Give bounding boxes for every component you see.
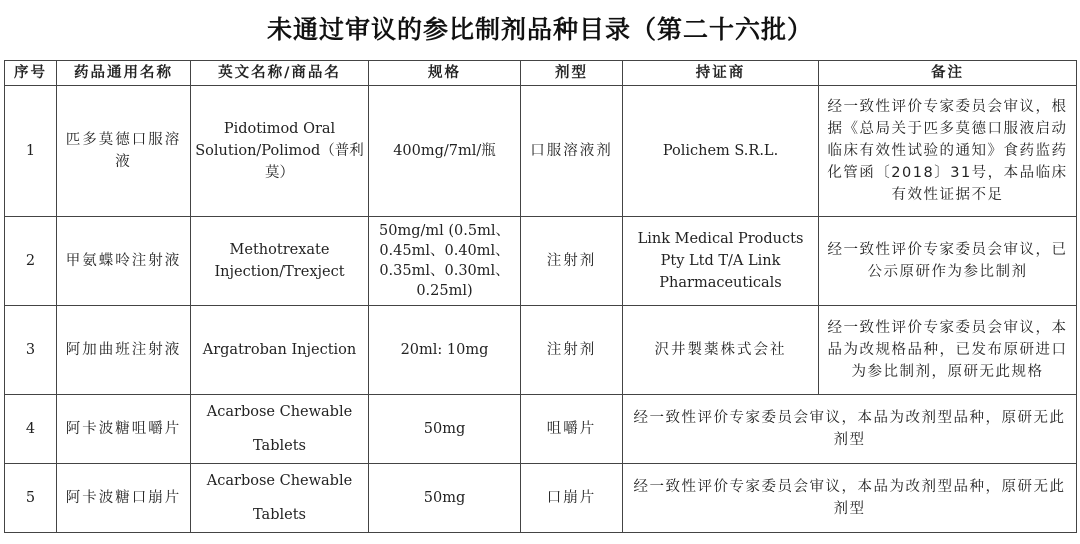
cell-no: 5 (5, 464, 57, 533)
cell-name-en: Pidotimod Oral Solution/Polimod（普利莫） (191, 86, 369, 217)
cell-form: 注射剂 (521, 217, 623, 306)
cell-name-cn: 甲氨蝶呤注射液 (57, 217, 191, 306)
cell-form: 注射剂 (521, 306, 623, 395)
cell-name-cn: 匹多莫德口服溶液 (57, 86, 191, 217)
cell-no: 3 (5, 306, 57, 395)
cell-holder: Link Medical Products Pty Ltd T/A Link Pharmaceuticals (623, 217, 819, 306)
header-name-cn: 药品通用名称 (57, 61, 191, 86)
cell-spec: 50mg/ml (0.5ml、0.45ml、0.40ml、0.35ml、0.30ml、0.25ml) (369, 217, 521, 306)
cell-holder: Polichem S.R.L. (623, 86, 819, 217)
table-row (5, 217, 1077, 306)
cell-name-en: Acarbose Chewable Tablets (191, 395, 369, 464)
cell-form: 口崩片 (521, 464, 623, 533)
header-no: 序号 (5, 61, 57, 86)
cell-holder: 沢井製薬株式会社 (623, 306, 819, 395)
cell-spec: 20ml: 10mg (369, 306, 521, 395)
cell-no: 4 (5, 395, 57, 464)
header-form: 剂型 (521, 61, 623, 86)
cell-spec: 400mg/7ml/瓶 (369, 86, 521, 217)
cell-name-cn: 阿卡波糖咀嚼片 (57, 395, 191, 464)
header-spec: 规格 (369, 61, 521, 86)
cell-no: 1 (5, 86, 57, 217)
table-row (5, 395, 1077, 464)
page-title: 未通过审议的参比制剂品种目录（第二十六批） (266, 15, 813, 44)
cell-name-cn: 阿加曲班注射液 (57, 306, 191, 395)
cell-note: 经一致性评价专家委员会审议，本品为改剂型品种，原研无此剂型 (623, 464, 1077, 533)
cell-note: 经一致性评价专家委员会审议，根据《总局关于匹多莫德口服液启动临床有效性试验的通知》食药监药化管函〔2018〕31号，本品临床有效性证据不足 (819, 86, 1077, 217)
cell-name-en: Acarbose Chewable Tablets (191, 464, 369, 533)
header-note: 备注 (819, 61, 1077, 86)
cell-name-en: Argatroban Injection (191, 306, 369, 395)
reference-drug-table (4, 60, 1077, 533)
cell-note: 经一致性评价专家委员会审议，本品为改剂型品种，原研无此剂型 (623, 395, 1077, 464)
cell-spec: 50mg (369, 464, 521, 533)
cell-spec: 50mg (369, 395, 521, 464)
table-row (5, 86, 1077, 217)
cell-no: 2 (5, 217, 57, 306)
cell-form: 口服溶液剂 (521, 86, 623, 217)
cell-name-en: Methotrexate Injection/Trexject (191, 217, 369, 306)
cell-name-cn: 阿卡波糖口崩片 (57, 464, 191, 533)
table-header-row (5, 61, 1077, 86)
header-name-en: 英文名称/商品名 (191, 61, 369, 86)
cell-form: 咀嚼片 (521, 395, 623, 464)
cell-note: 经一致性评价专家委员会审议，已公示原研作为参比制剂 (819, 217, 1077, 306)
cell-note: 经一致性评价专家委员会审议，本品为改规格品种，已发布原研进口为参比制剂，原研无此规格 (819, 306, 1077, 395)
table-row (5, 306, 1077, 395)
header-holder: 持证商 (623, 61, 819, 86)
table-row (5, 464, 1077, 533)
